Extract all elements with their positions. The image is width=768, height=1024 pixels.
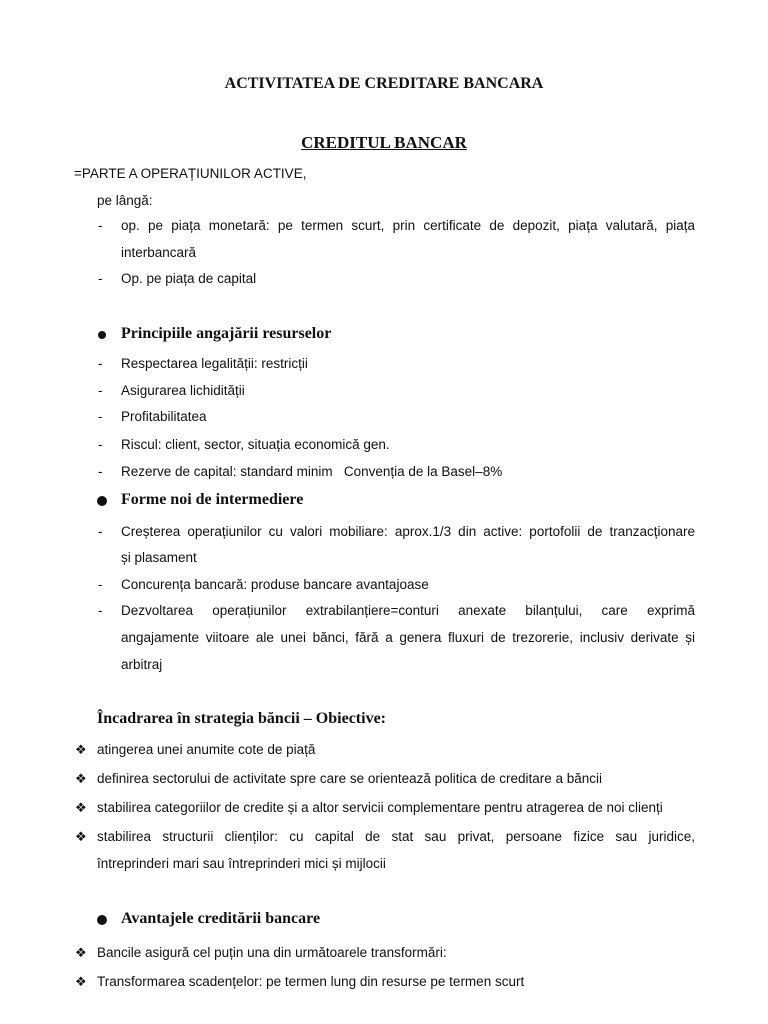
diamond-bullet-icon: ❖ (75, 945, 87, 960)
bullet-icon (98, 331, 106, 339)
list-item: stabilirea categoriilor de credite și a altor servicii complementare pentru atragerea de noi clienți (97, 800, 663, 815)
list-item: Bancile asigură cel puțin una din următoarele transformări: (97, 945, 447, 960)
section-heading-colon: : (380, 710, 386, 727)
dash-marker: - (98, 356, 103, 371)
diamond-bullet-icon: ❖ (75, 800, 87, 815)
bullet-icon (97, 496, 107, 506)
dash-marker: - (98, 524, 103, 539)
diamond-bullet-icon: ❖ (75, 974, 87, 989)
section-heading: Forme noi de intermediere (121, 491, 304, 508)
section-heading: Avantajele creditării bancare (121, 910, 321, 927)
dash-marker: - (98, 437, 103, 452)
list-item: definirea sectorului de activitate spre care se orientează politica de creditare a băncii (97, 771, 603, 786)
intro-line: pe lângă: (97, 193, 153, 208)
list-item: Respectarea legalității: restricții (121, 356, 308, 371)
intro-line: =PARTE A OPERAȚIUNILOR ACTIVE, (74, 166, 307, 181)
list-item: Dezvoltarea operațiunilor extrabilanțiere=conturi anexate bilanțului, care exprimă (121, 603, 695, 618)
list-item: Rezerve de capital: standard minim Convenția de la Basel–8% (121, 464, 503, 479)
diamond-bullet-icon: ❖ (75, 742, 87, 757)
list-item: op. pe piața monetară: pe termen scurt, prin certificate de depozit, piața valutară, piața (121, 218, 695, 233)
list-item: atingerea unei anumite cote de piață (97, 742, 316, 757)
dash-marker: - (98, 383, 103, 398)
section-heading: Principiile angajării resurselor (121, 325, 332, 342)
section-heading-text: Încadrarea în strategia băncii – Obiective (97, 710, 381, 727)
list-item: interbancară (121, 245, 197, 260)
list-item: angajamente viitoare ale unei bănci, fără a genera fluxuri de trezorerie, inclusiv derivate și (121, 630, 695, 645)
document-subtitle: CREDITUL BANCAR (301, 133, 467, 152)
dash-marker: - (98, 603, 103, 618)
list-item: întreprinderi mari sau întreprinderi mici și mijlocii (97, 856, 386, 871)
dash-marker: - (98, 218, 103, 233)
list-item: arbitraj (121, 657, 163, 672)
dash-marker: - (98, 577, 103, 592)
diamond-bullet-icon: ❖ (75, 829, 87, 844)
list-item: stabilirea structurii clienților: cu capital de stat sau privat, persoane fizice sau juridice, (97, 829, 695, 844)
list-item: Concurența bancară: produse bancare avantajoase (121, 577, 429, 592)
dash-marker: - (98, 464, 103, 479)
list-item: Creșterea operațiunilor cu valori mobiliare: aprox.1/3 din active: portofolii de tranzacționare (121, 524, 695, 539)
diamond-bullet-icon: ❖ (75, 771, 87, 786)
section-heading (97, 710, 386, 728)
list-item: Op. pe piața de capital (121, 271, 257, 286)
document-title: ACTIVITATEA DE CREDITARE BANCARA (224, 75, 544, 92)
list-item: Transformarea scadențelor: pe termen lung din resurse pe termen scurt (97, 974, 525, 989)
bullet-icon (97, 915, 107, 925)
list-item: și plasament (121, 550, 197, 565)
list-item: Asigurarea lichidității (121, 383, 245, 398)
list-item: Profitabilitatea (121, 409, 207, 424)
dash-marker: - (98, 271, 103, 286)
dash-marker: - (98, 409, 103, 424)
list-item: Riscul: client, sector, situația economică gen. (121, 437, 390, 452)
